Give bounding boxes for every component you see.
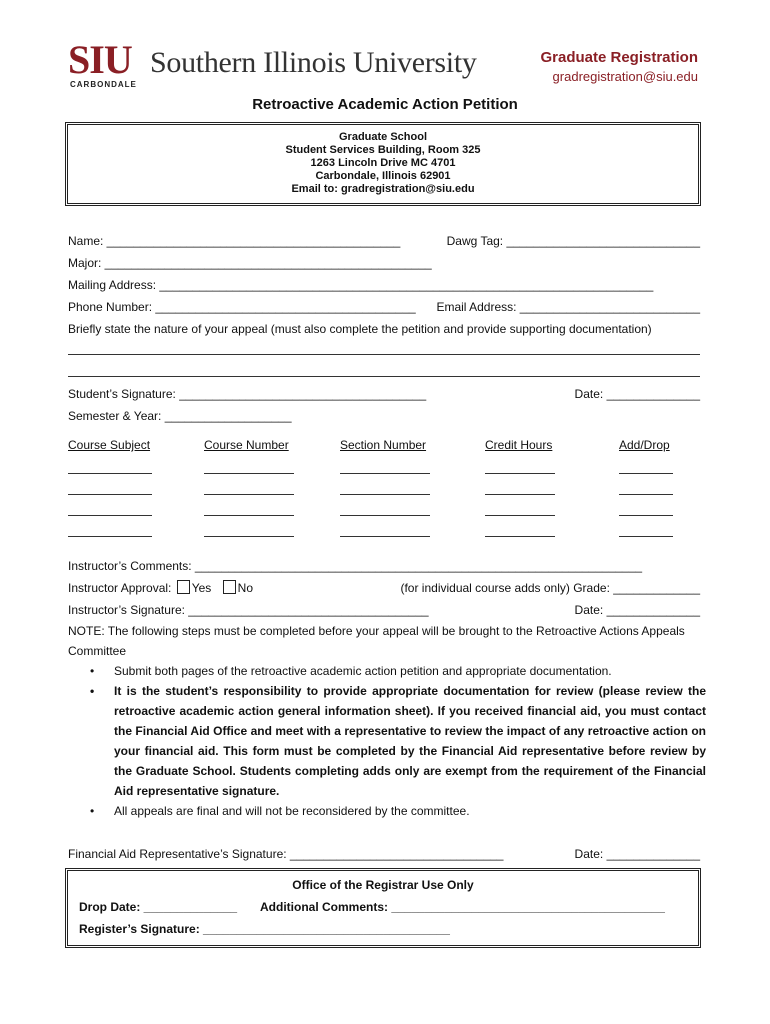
section-number-blank[interactable] (340, 473, 430, 474)
form-title: Retroactive Academic Action Petition (252, 96, 518, 113)
address-line: Carbondale, Illinois 62901 (315, 170, 451, 182)
approval-label: Instructor Approval: (68, 581, 172, 595)
credit-hours-blank[interactable] (485, 536, 555, 537)
address-box (67, 124, 699, 204)
student-signature-field[interactable]: Student’s Signature: _____________________________________ (68, 387, 427, 401)
list-item: • Submit both pages of the retroactive academic action petition and appropriate documentation. (90, 661, 706, 681)
logo-subtitle: CARBONDALE (70, 80, 137, 89)
course-subject-blank[interactable] (68, 494, 152, 495)
semester-field[interactable]: Semester & Year: ___________________ (68, 409, 292, 423)
office-use-title: Office of the Registrar Use Only (292, 878, 474, 892)
instructor-signature-field[interactable]: Instructor’s Signature: ____________________________________ (68, 603, 429, 617)
no-checkbox[interactable] (223, 580, 236, 594)
mailing-address-field[interactable]: Mailing Address: __________________________________________________________________________ (68, 278, 654, 292)
add-drop-blank[interactable] (619, 536, 673, 537)
add-drop-blank[interactable] (619, 494, 673, 495)
section-number-blank[interactable] (340, 515, 430, 516)
col-course-number: Course Number (204, 438, 289, 452)
col-add-drop: Add/Drop (619, 438, 670, 452)
credit-hours-blank[interactable] (485, 494, 555, 495)
instructor-comments-field[interactable]: Instructor’s Comments: ___________________________________________________________________ (68, 559, 643, 573)
course-subject-blank[interactable] (68, 473, 152, 474)
address-line: 1263 Lincoln Drive MC 4701 (310, 157, 456, 169)
financial-aid-date-field[interactable]: Date: ______________ (574, 847, 700, 861)
appeal-prompt: Briefly state the nature of your appeal (must also complete the petition and provide supporting documentation) (68, 322, 652, 336)
credit-hours-blank[interactable] (485, 515, 555, 516)
address-line: Email to: gradregistration@siu.edu (291, 183, 475, 195)
yes-label: Yes (191, 581, 212, 595)
course-subject-blank[interactable] (68, 536, 152, 537)
address-line: Graduate School (338, 131, 428, 143)
logo-wordmark: Southern Illinois University (150, 46, 477, 79)
add-drop-blank[interactable] (619, 515, 673, 516)
financial-aid-row (68, 846, 700, 862)
requirements-list (90, 661, 706, 821)
major-row (68, 255, 700, 271)
col-section-number: Section Number (340, 438, 427, 452)
list-item: • All appeals are final and will not be reconsidered by the committee. (90, 801, 706, 821)
appeal-line[interactable] (68, 376, 700, 377)
email-field[interactable]: Email Address: ___________________________ (436, 300, 700, 314)
list-item: • It is the student’s responsibility to provide appropriate documentation for review (please review the retroactive academic action general information sheet). If you received financial aid, you must contact the Financial Aid Office and meet with a representative to review the impact of any retroactive action on your financial aid. This form must be completed by the Financial Aid representative before review by the Graduate School. Students completing adds only are exempt from the requirement of the Financial Aid representative signature. (90, 681, 706, 801)
phone-field[interactable]: Phone Number: _______________________________________ (68, 300, 416, 314)
grade-field[interactable]: (for individual course adds only) Grade: _____________ (400, 581, 700, 595)
instructor-comments-row (68, 558, 700, 574)
instructor-approval-row (68, 580, 700, 596)
section-number-blank[interactable] (340, 536, 430, 537)
instructor-signature-row (68, 602, 700, 618)
section-number-blank[interactable] (340, 494, 430, 495)
col-credit-hours: Credit Hours (485, 438, 553, 452)
phone-row (68, 299, 700, 315)
student-signature-row (68, 386, 700, 402)
financial-aid-signature-field[interactable]: Financial Aid Representative’s Signature: ________________________________ (68, 847, 504, 861)
address-line: Student Services Building, Room 325 (285, 144, 481, 156)
major-field[interactable]: Major: _________________________________________________ (68, 256, 432, 270)
dawg-tag-field[interactable]: Dawg Tag: _____________________________ (446, 234, 700, 248)
course-subject-blank[interactable] (68, 515, 152, 516)
drop-date-field[interactable]: Drop Date: ______________ (79, 900, 238, 914)
name-field[interactable]: Name: ____________________________________________ (68, 234, 401, 248)
office-name: Graduate Registration (540, 49, 698, 66)
additional-comments-field[interactable]: Additional Comments: _________________________________________ (260, 900, 665, 914)
student-date-field[interactable]: Date: ______________ (574, 387, 700, 401)
course-number-blank[interactable] (204, 473, 294, 474)
office-email: gradregistration@siu.edu (552, 69, 698, 84)
col-course-subject: Course Subject (68, 438, 151, 452)
registrar-office-box (67, 870, 699, 946)
register-signature-field[interactable]: Register’s Signature: _____________________________________ (79, 922, 450, 936)
siu-logo (68, 37, 508, 92)
credit-hours-blank[interactable] (485, 473, 555, 474)
mailing-row (68, 277, 700, 293)
course-number-blank[interactable] (204, 536, 294, 537)
instructor-date-field[interactable]: Date: ______________ (574, 603, 700, 617)
office-contact (540, 48, 698, 86)
appeal-line[interactable] (68, 354, 700, 355)
note-text: NOTE: The following steps must be completed before your appeal will be brought to the Retroactive Actions Appeals Committee (68, 624, 685, 658)
course-number-blank[interactable] (204, 494, 294, 495)
appeal-row (68, 321, 700, 337)
add-drop-blank[interactable] (619, 473, 673, 474)
name-row (68, 233, 700, 249)
semester-row (68, 408, 700, 424)
course-number-blank[interactable] (204, 515, 294, 516)
logo-mark: SIU (68, 37, 132, 82)
no-label: No (237, 581, 253, 595)
yes-checkbox[interactable] (177, 580, 190, 594)
